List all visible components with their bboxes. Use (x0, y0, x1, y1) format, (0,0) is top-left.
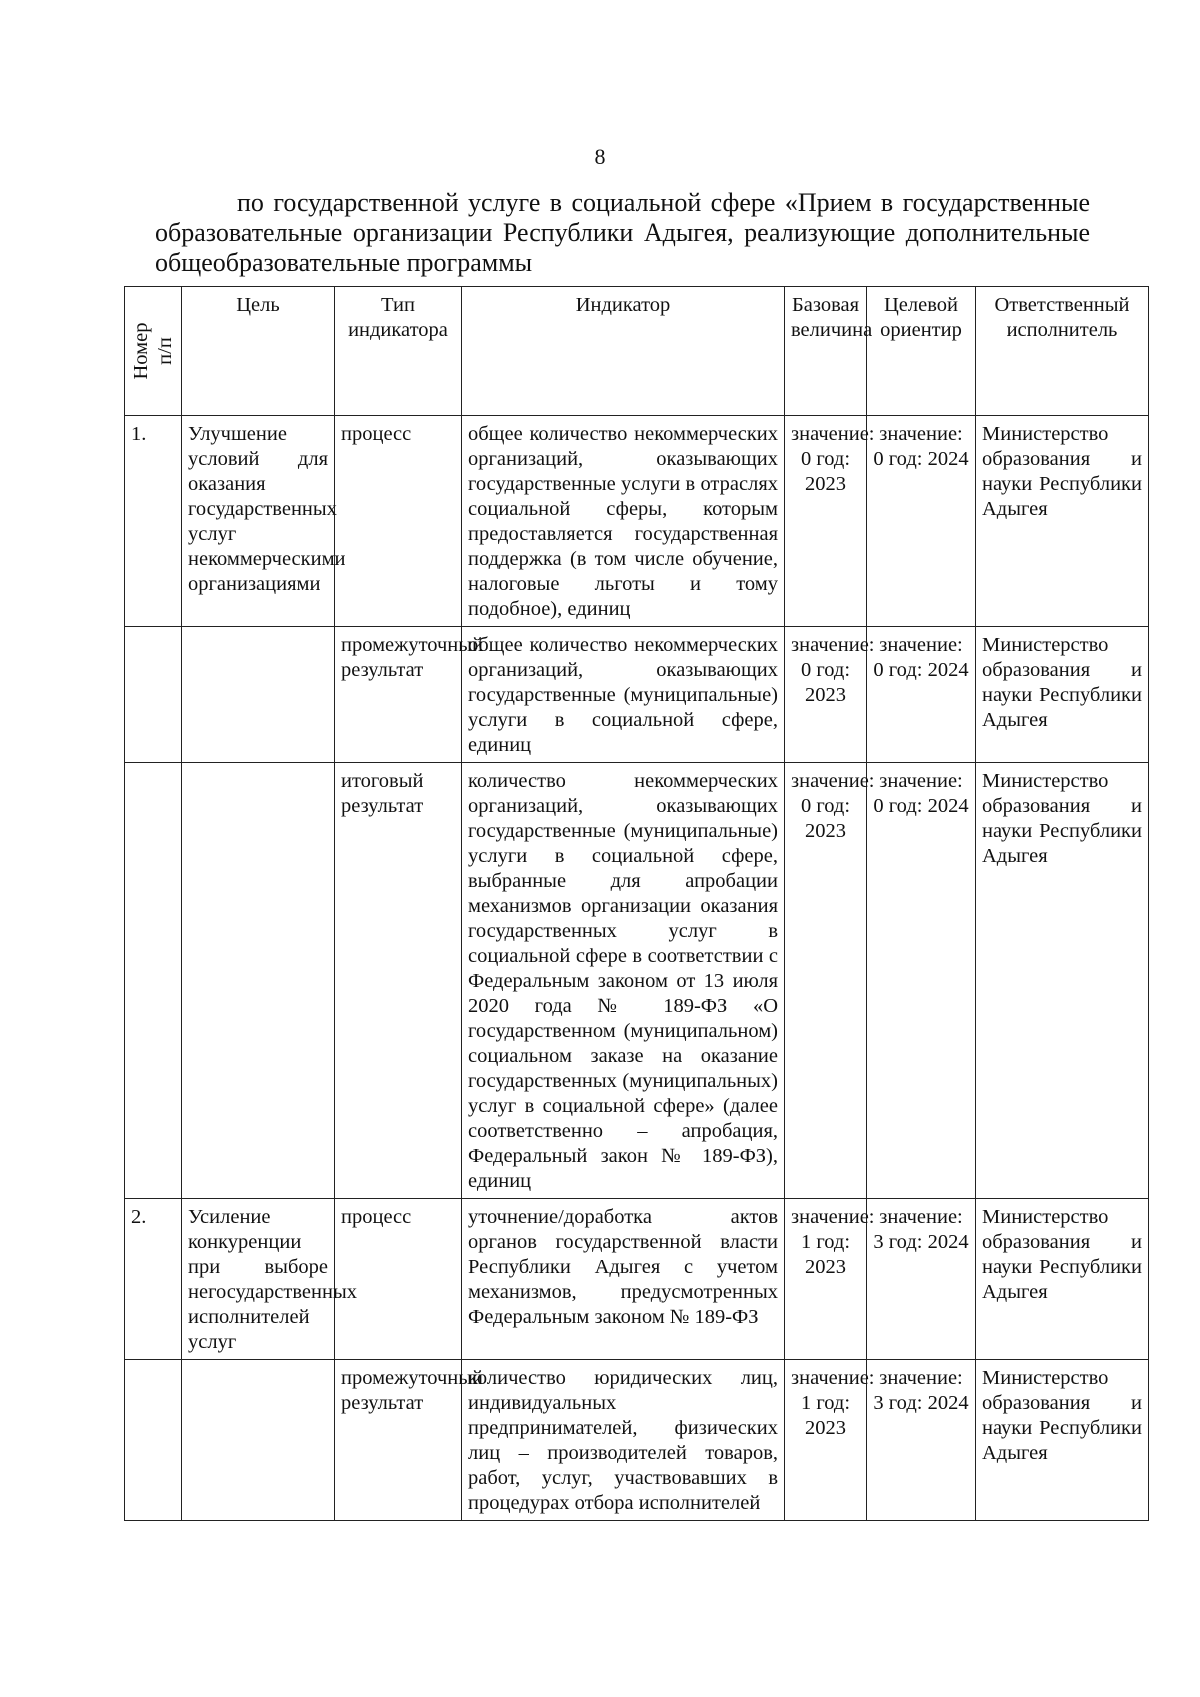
header-number-line2: п/п (154, 337, 176, 365)
header-indicator-type: Тип индикатора (335, 287, 462, 416)
header-target: Целевой ориентир (867, 287, 976, 416)
row-goal (182, 763, 335, 1199)
header-number-line1: Номер (130, 322, 152, 380)
row-number: 1. (125, 416, 182, 627)
row-base-value: значение: 0 год: 2023 (785, 627, 867, 763)
page-heading: по государственной услуге в социальной сфере «Прием в государственные образовательные организации Республики Адыгея, реализующие дополнительные общеобразовательные программы (155, 188, 1090, 277)
table-row (125, 1360, 1149, 1521)
header-responsible: Ответственный исполнитель (976, 287, 1149, 416)
row-number (125, 627, 182, 763)
row-number (125, 1360, 182, 1521)
header-number (125, 287, 182, 416)
table-row (125, 627, 1149, 763)
row-goal (182, 1360, 335, 1521)
row-target: значение: 3 год: 2024 (867, 1199, 976, 1360)
row-type: промежуточный результат (335, 627, 462, 763)
table-header-row (125, 287, 1149, 416)
row-target: значение: 0 год: 2024 (867, 763, 976, 1199)
row-base-value: значение: 1 год: 2023 (785, 1199, 867, 1360)
row-target: значение: 3 год: 2024 (867, 1360, 976, 1521)
table-row (125, 416, 1149, 627)
row-goal: Усиление конкуренции при выборе негосударственных исполнителей услуг (182, 1199, 335, 1360)
header-indicator: Индикатор (462, 287, 785, 416)
indicators-table (124, 286, 1149, 1521)
row-type: процесс (335, 1199, 462, 1360)
row-indicator: общее количество некоммерческих организаций, оказывающих государственные услуги в отраслях социальной сферы, которым предоставляется государственная поддержка (в том числе обучение, налоговые льготы и тому подобное), единиц (462, 416, 785, 627)
row-responsible: Министерство образования и науки Республики Адыгея (976, 763, 1149, 1199)
row-target: значение: 0 год: 2024 (867, 416, 976, 627)
row-goal: Улучшение условий для оказания государственных услуг некоммерческими организациями (182, 416, 335, 627)
page-number: 8 (594, 144, 606, 169)
table-row (125, 763, 1149, 1199)
row-type: промежуточный результат (335, 1360, 462, 1521)
row-indicator: общее количество некоммерческих организаций, оказывающих государственные (муниципальные) услуги в социальной сфере, единиц (462, 627, 785, 763)
row-indicator: количество юридических лиц, индивидуальных предпринимателей, физических лиц – производителей товаров, работ, услуг, участвовавших в процедурах отбора исполнителей (462, 1360, 785, 1521)
row-type: процесс (335, 416, 462, 627)
row-responsible: Министерство образования и науки Республики Адыгея (976, 1360, 1149, 1521)
row-base-value: значение: 0 год: 2023 (785, 763, 867, 1199)
row-base-value: значение: 1 год: 2023 (785, 1360, 867, 1521)
row-target: значение: 0 год: 2024 (867, 627, 976, 763)
row-type: итоговый результат (335, 763, 462, 1199)
row-goal (182, 627, 335, 763)
header-base-value: Базовая величина (785, 287, 867, 416)
row-responsible: Министерство образования и науки Республики Адыгея (976, 416, 1149, 627)
row-number: 2. (125, 1199, 182, 1360)
row-base-value: значение: 0 год: 2023 (785, 416, 867, 627)
header-goal: Цель (182, 287, 335, 416)
row-indicator: уточнение/доработка актов органов государственной власти Республики Адыгея с учетом механизмов, предусмотренных Федеральным законом № 189-ФЗ (462, 1199, 785, 1360)
row-number (125, 763, 182, 1199)
row-indicator: количество некоммерческих организаций, оказывающих государственные (муниципальные) услуги в социальной сфере, выбранные для апробации механизмов организации оказания государственных услуг в социальной сфере в соответствии с Федеральным законом от 13 июля 2020 года № 189-ФЗ «О государственном (муниципальном) социальном заказе на оказание государственных (муниципальных) услуг в социальной сфере» (далее соответственно – апробация, Федеральный закон № 189-ФЗ), единиц (462, 763, 785, 1199)
row-responsible: Министерство образования и науки Республики Адыгея (976, 1199, 1149, 1360)
row-responsible: Министерство образования и науки Республики Адыгея (976, 627, 1149, 763)
table-row (125, 1199, 1149, 1360)
